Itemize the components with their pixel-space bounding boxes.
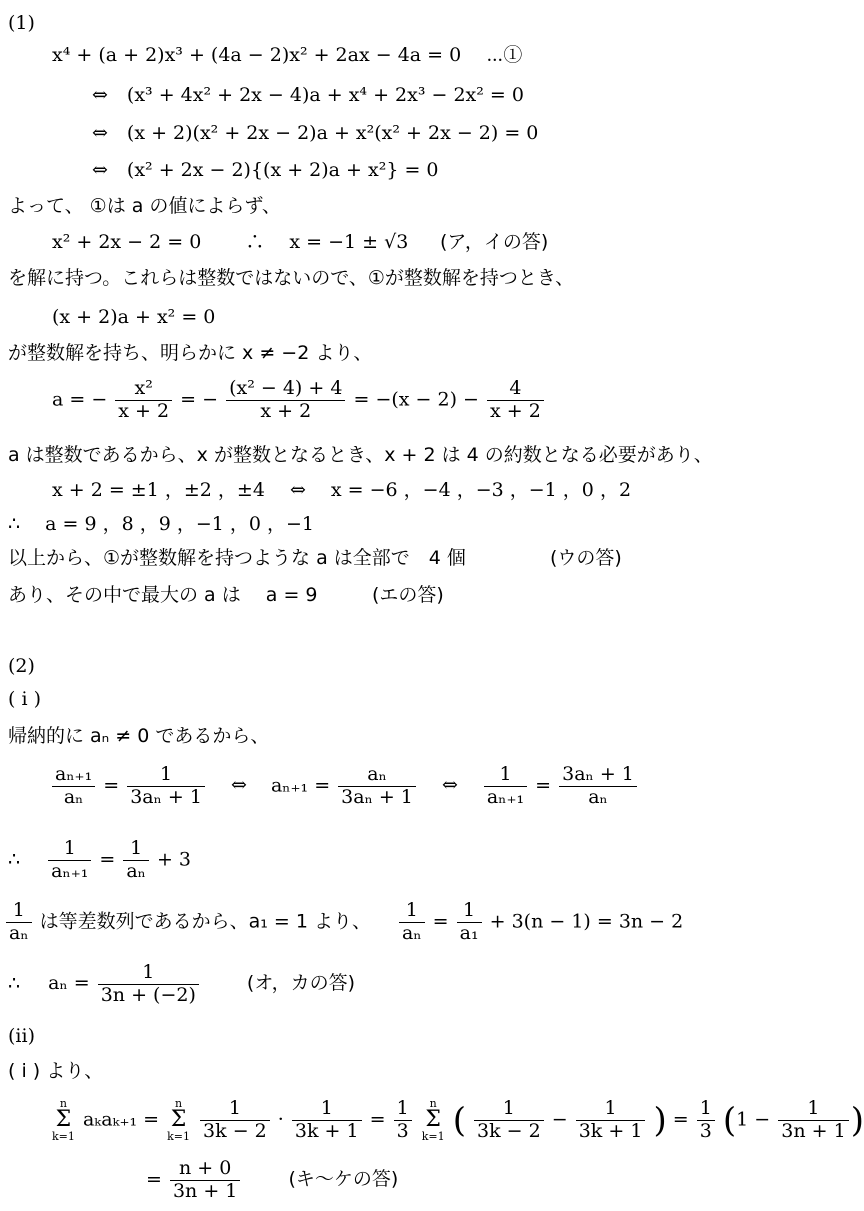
third-num: 1 — [697, 1098, 715, 1121]
sigma-2: n Σ k=1 — [167, 1097, 190, 1144]
text-roots: を解に持つ。これらは整数ではないので、①が整数解を持つとき、 — [8, 267, 575, 289]
s3-den: 3k − 2 — [477, 1119, 541, 1142]
general-rhs-num: 1 — [457, 900, 482, 923]
equivalence-step-2: ⇔ (x + 2)(x² + 2x − 2)a + x²(x² + 2x − 2) = 0 — [92, 122, 539, 144]
equals-sign: = — [432, 910, 449, 933]
s4-num: 1 — [576, 1098, 646, 1121]
third-fraction — [394, 1098, 412, 1143]
a-mid-1: = − — [180, 388, 219, 411]
text-max: あり、その中で最大の a は a = 9 — [8, 584, 318, 606]
an-fraction — [98, 962, 199, 1007]
sigma-top: n — [429, 1097, 437, 1111]
answer-a-i: (ア，イの答) — [440, 231, 549, 253]
equals-sign: = — [146, 1168, 162, 1191]
equals-sign: = — [99, 848, 116, 871]
reciprocal-rhs-num: 3aₙ + 1 — [559, 764, 637, 787]
sum-term: aₖaₖ₊₁ = — [82, 1108, 160, 1131]
third-fraction-2 — [697, 1098, 715, 1143]
s1-den: 3k − 2 — [203, 1119, 267, 1142]
an-result — [8, 962, 355, 1007]
rec-rhs-num: 1 — [123, 838, 149, 861]
integer-equation: (x + 2)a + x² = 0 — [52, 306, 216, 328]
sigma-top: n — [59, 1097, 67, 1111]
general-rhs-den: a₁ — [459, 921, 479, 944]
answer-o-ka: (オ，カの答) — [246, 972, 356, 995]
text-divisor: a は整数であるから、x が整数となるとき、x + 2 は 4 の約数となる必要があり、 — [8, 444, 713, 466]
reciprocal-rhs-den: aₙ — [588, 785, 608, 808]
sigma-bottom: k=1 — [52, 1130, 75, 1144]
next-term-num: aₙ — [338, 764, 416, 787]
equivalence-step-3: ⇔ (x² + 2x − 2){(x + 2)a + x²} = 0 — [92, 159, 439, 181]
reciprocal-num: 1 — [484, 764, 527, 787]
fraction-2-den: x + 2 — [260, 399, 312, 422]
right-paren: ) — [653, 1100, 667, 1141]
sum-result — [146, 1158, 398, 1203]
part2-label: (2) — [8, 655, 35, 677]
reciprocal-fraction — [484, 764, 527, 809]
third-num: 1 — [394, 1098, 412, 1121]
reciprocal-recurrence — [8, 838, 191, 883]
sigma-bottom: k=1 — [167, 1130, 190, 1144]
answer-ki-ke: (キ〜ケの答) — [288, 1168, 399, 1191]
an-den: 3n + (−2) — [100, 983, 196, 1006]
reciprocal-den: aₙ₊₁ — [486, 785, 525, 808]
ratio-den: aₙ — [63, 785, 84, 808]
sub1-label: ( i ) — [8, 688, 41, 710]
answer-e: (エの答) — [372, 584, 444, 606]
text-arith: は等差数列であるから、a₁ = 1 より、 — [39, 910, 371, 933]
result-den: 3n + 1 — [172, 1179, 238, 1202]
general-den: aₙ — [402, 921, 422, 944]
text-count: 以上から、①が整数解を持つような a は全部で 4 個 — [8, 547, 466, 569]
a-mid-2: = −(x − 2) − — [353, 388, 479, 411]
recurrence-transform — [50, 764, 639, 809]
s1-fraction — [200, 1098, 270, 1143]
s3-fraction — [474, 1098, 544, 1143]
fraction-1 — [115, 378, 172, 423]
arith-num: 1 — [6, 900, 32, 923]
general-rhs-fraction — [457, 900, 482, 945]
an-lhs: aₙ = — [48, 972, 90, 995]
rec-den: aₙ₊₁ — [51, 859, 89, 882]
right-paren: ) — [850, 1100, 864, 1141]
third-den: 3 — [396, 1119, 409, 1142]
rec-num: 1 — [48, 838, 91, 861]
roots-equation: x² + 2x − 2 = 0 ∴ x = −1 ± √3 — [52, 231, 409, 253]
divisor-equation: x + 2 = ±1 ，±2 ，±4 ⇔ x = −6 ，−4 ，−3 ，−1 ，0 ，2 — [52, 479, 632, 501]
left-paren: ( — [452, 1100, 466, 1141]
sub2-label: (ii) — [8, 1025, 35, 1047]
equals-sign: = — [535, 774, 552, 797]
text-integer: が整数解を持ち、明らかに x ≠ −2 より、 — [8, 342, 373, 364]
equals-sign: = — [672, 1108, 689, 1131]
next-term-lhs: aₙ₊₁ = — [270, 774, 331, 797]
ratio-fraction — [52, 764, 95, 809]
rec-rhs-fraction — [123, 838, 149, 883]
s2-den: 3k + 1 — [294, 1119, 359, 1142]
sigma-bottom: k=1 — [421, 1130, 445, 1144]
therefore-symbol: ∴ — [8, 848, 21, 871]
ratio-num: aₙ₊₁ — [52, 764, 95, 787]
minus-sign: − — [551, 1108, 568, 1131]
a-values: ∴ a = 9 ，8 ，9 ，−1 ，0 ，−1 — [8, 513, 315, 535]
text-independent: よって、 ①は a の値によらず、 — [8, 195, 281, 217]
equals-sign: = — [369, 1108, 386, 1131]
therefore-symbol: ∴ — [8, 972, 21, 995]
sum-equation — [50, 1098, 864, 1143]
s5-fraction — [778, 1098, 848, 1143]
general-tail: + 3(n − 1) = 3n − 2 — [489, 910, 684, 933]
s4-fraction — [576, 1098, 646, 1143]
s5-den: 3n + 1 — [781, 1119, 846, 1142]
equivalence-step-1: ⇔ (x³ + 4x² + 2x − 4)a + x⁴ + 2x³ − 2x² = 0 — [92, 84, 524, 106]
dot-operator: · — [277, 1108, 284, 1131]
s2-num: 1 — [292, 1098, 362, 1121]
a-expression — [52, 378, 546, 423]
answer-u: (ウの答) — [550, 547, 622, 569]
main-equation: x⁴ + (a + 2)x³ + (4a − 2)x² + 2ax − 4a = 0 ⋯① — [52, 44, 523, 66]
general-fraction — [399, 900, 425, 945]
arith-den: aₙ — [9, 921, 29, 944]
iff-symbol: ⇔ — [441, 774, 458, 797]
part1-label: (1) — [8, 12, 35, 34]
fraction-1-num: x² — [115, 378, 172, 401]
result-fraction — [170, 1158, 240, 1203]
fraction-3 — [487, 378, 544, 423]
fraction-1-den: x + 2 — [118, 399, 170, 422]
recurrence-fraction — [127, 764, 205, 809]
sigma-1: n Σ k=1 — [52, 1097, 75, 1144]
reciprocal-rhs-fraction — [559, 764, 637, 809]
fraction-3-num: 4 — [487, 378, 544, 401]
next-term-den: 3aₙ + 1 — [341, 785, 413, 808]
next-term-fraction — [338, 764, 416, 809]
fraction-2 — [226, 378, 345, 423]
s4-den: 3k + 1 — [578, 1119, 643, 1142]
s1-num: 1 — [200, 1098, 270, 1121]
third-den: 3 — [699, 1119, 712, 1142]
s2-fraction — [292, 1098, 362, 1143]
arithmetic-line — [4, 900, 683, 945]
rec-rhs-den: aₙ — [126, 859, 146, 882]
recurrence-den: 3aₙ + 1 — [130, 785, 202, 808]
general-num: 1 — [399, 900, 425, 923]
text-induction: 帰納的に aₙ ≠ 0 であるから、 — [8, 725, 270, 747]
equals-sign: = — [103, 774, 120, 797]
fraction-2-num: (x² − 4) + 4 — [226, 378, 345, 401]
text-from-i: ( i ) より、 — [8, 1060, 104, 1082]
iff-symbol: ⇔ — [231, 774, 247, 797]
left-paren: ( — [722, 1100, 737, 1141]
a-lhs: a = − — [52, 388, 108, 411]
recurrence-num: 1 — [127, 764, 205, 787]
result-num: n + 0 — [170, 1158, 240, 1181]
sigma-3: n Σ k=1 — [421, 1097, 445, 1144]
fraction-3-den: x + 2 — [490, 399, 541, 422]
sigma-top: n — [175, 1097, 183, 1111]
s5-num: 1 — [778, 1098, 848, 1121]
rec-fraction — [48, 838, 91, 883]
arith-fraction — [6, 900, 32, 945]
rec-tail: + 3 — [156, 848, 192, 871]
one-minus: 1 − — [736, 1108, 771, 1131]
an-num: 1 — [98, 962, 199, 985]
s3-num: 1 — [474, 1098, 544, 1121]
